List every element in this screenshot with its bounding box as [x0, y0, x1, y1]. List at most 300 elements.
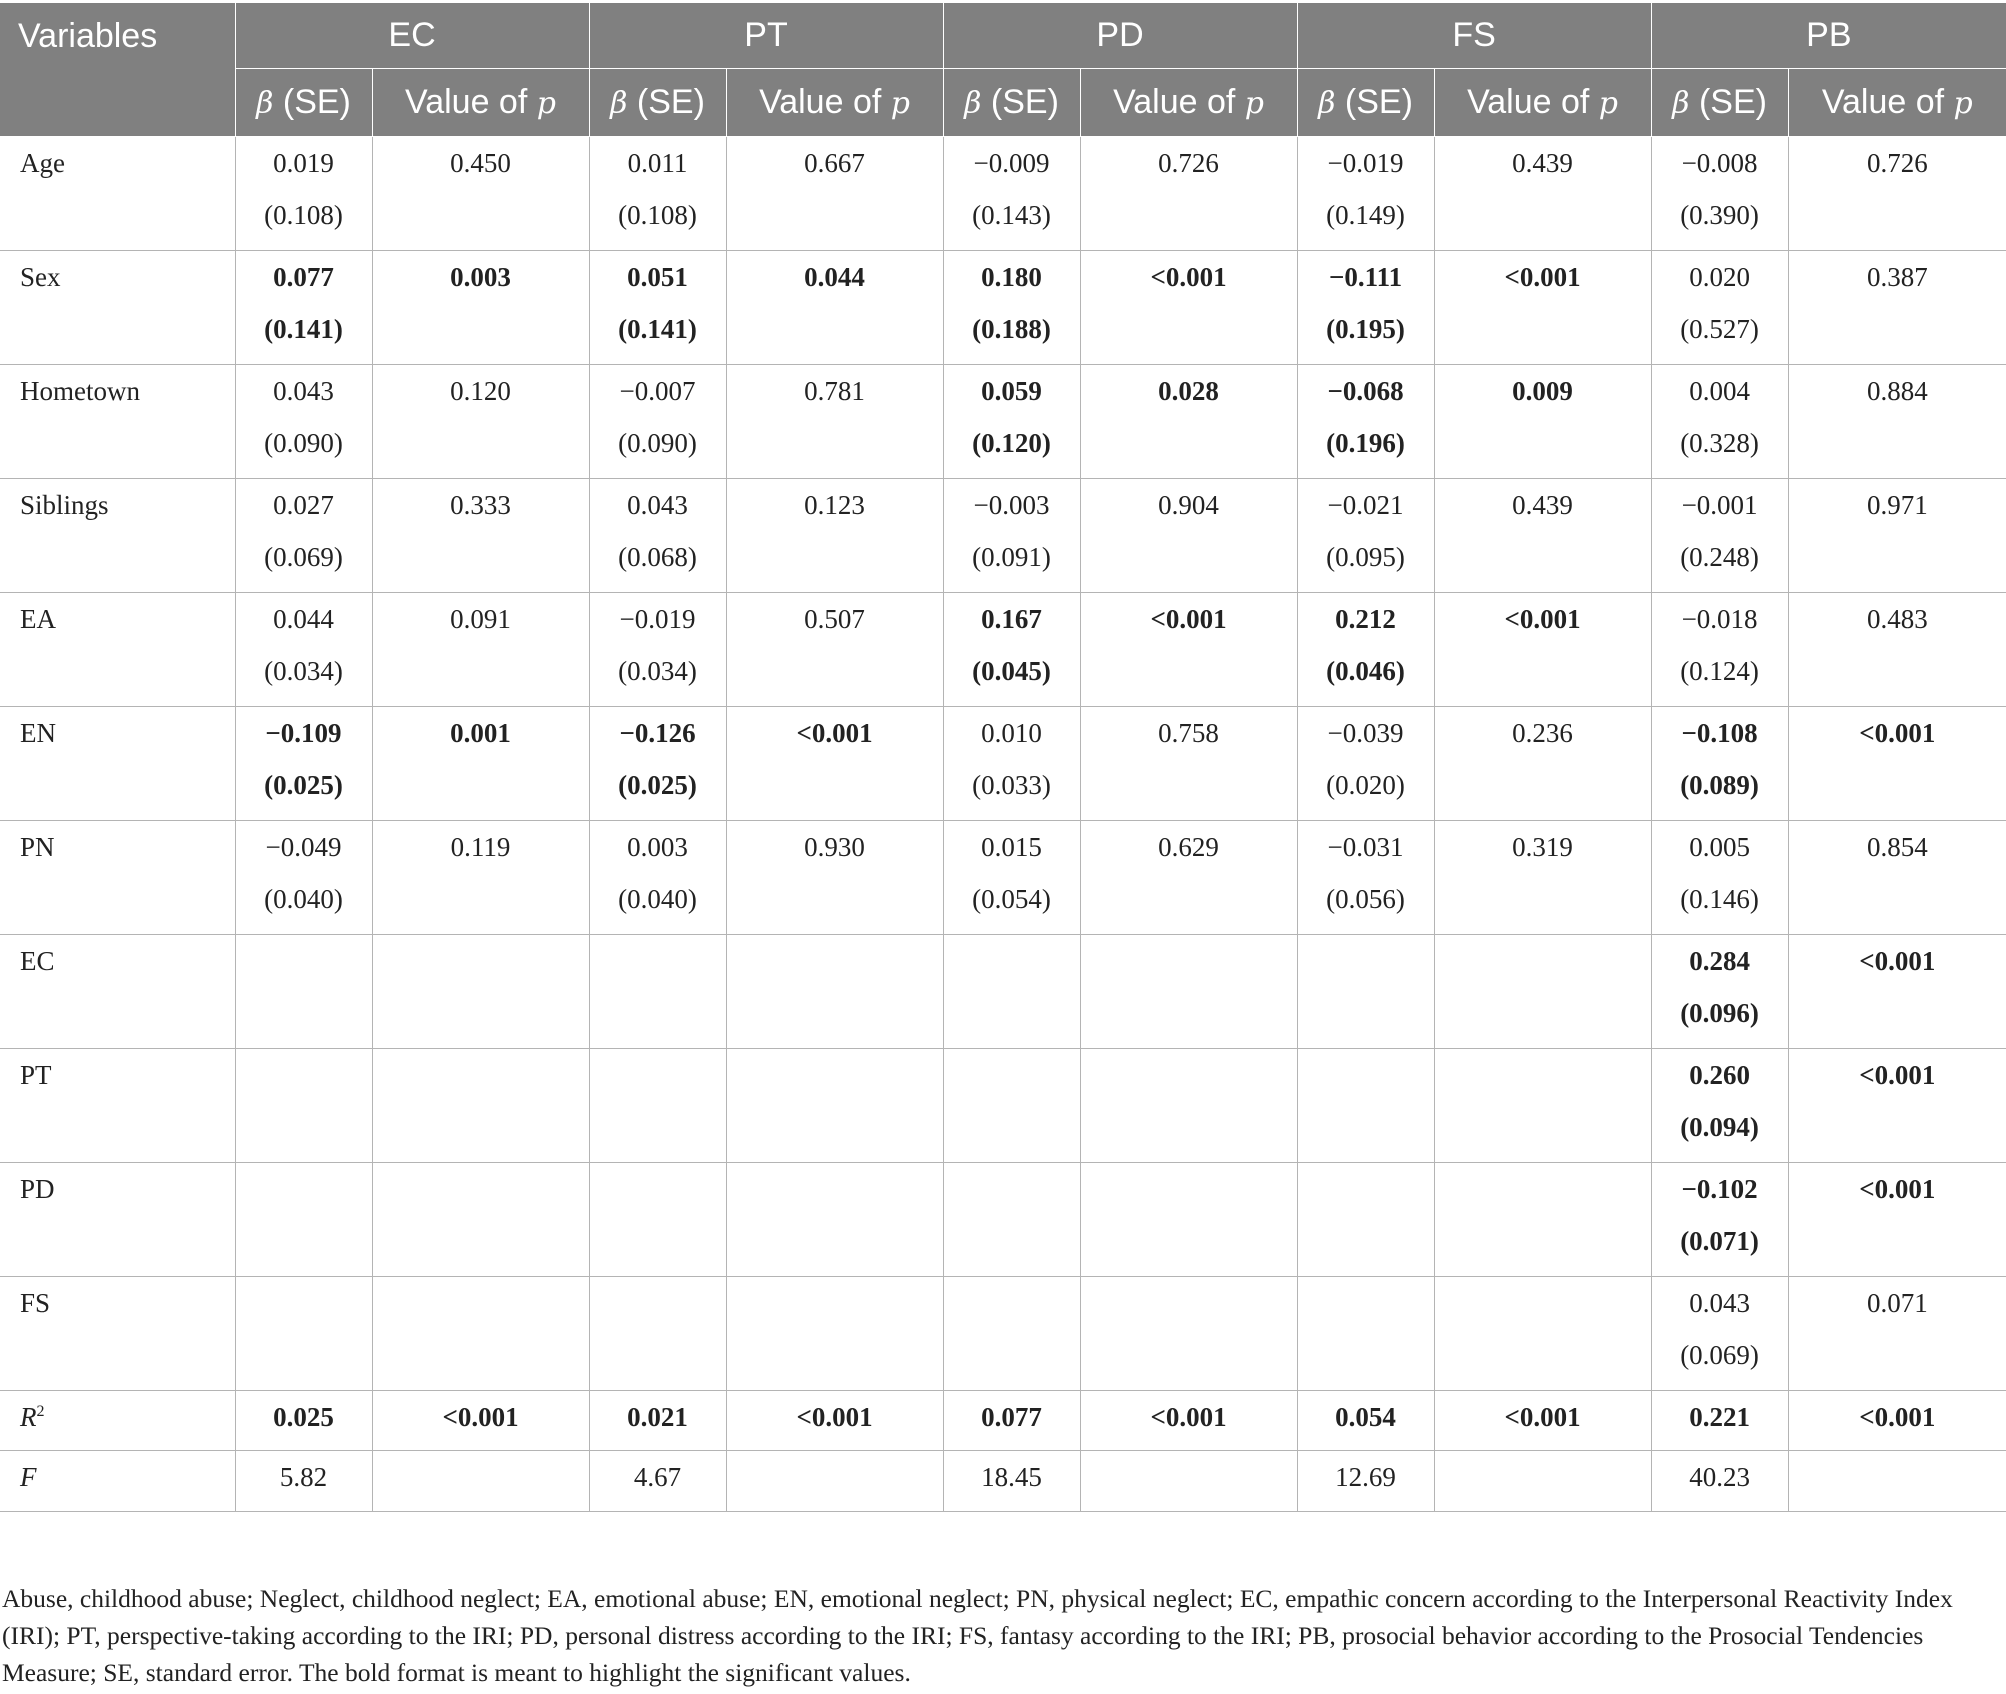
se-value: (0.188): [972, 314, 1051, 344]
beta-value: 0.059: [981, 376, 1042, 406]
se-value: (0.196): [1326, 428, 1405, 458]
r-squared-value-cell: [589, 1391, 726, 1451]
beta-value: −0.039: [1327, 718, 1404, 748]
p-value: 0.726: [1866, 148, 1928, 178]
p-value-cell: [1434, 707, 1651, 821]
p-value-cell: [1434, 1277, 1651, 1391]
beta-value: −0.049: [265, 832, 342, 862]
p-value-cell: [1080, 365, 1297, 479]
p-value: 0.120: [450, 376, 511, 406]
header-group-ec: EC: [235, 3, 589, 69]
r-squared-p-cell: [1434, 1391, 1651, 1451]
beta-se-cell: [1651, 479, 1788, 593]
p-value-cell: [1080, 593, 1297, 707]
p-value-cell: [1788, 935, 2006, 1049]
beta-se-cell: [589, 479, 726, 593]
beta-se-cell: [1297, 1163, 1434, 1277]
se-value: (0.120): [972, 428, 1051, 458]
p-value-cell: [1080, 707, 1297, 821]
header-value-p-fs: [1434, 69, 1651, 137]
se-label: (SE): [1335, 83, 1413, 121]
beta-value: −0.019: [1327, 148, 1404, 178]
beta-value: −0.009: [973, 148, 1050, 178]
se-label: (SE): [981, 83, 1059, 121]
header-group-pd: PD: [943, 3, 1297, 69]
se-label: (SE): [1689, 83, 1767, 121]
p-value-cell: [1788, 365, 2006, 479]
beta-se-cell: [235, 137, 372, 251]
beta-se-cell: [235, 935, 372, 1049]
r-squared-value: 0.021: [627, 1402, 688, 1432]
beta-symbol: β: [1672, 86, 1690, 121]
beta-se-cell: [943, 479, 1080, 593]
table-footnote: Abuse, childhood abuse; Neglect, childhood neglect; EA, emotional abuse; EN, emotional neglect; PN, physical neglect; EC, empathic concern according to the Interpersonal Reactivity Index (IRI); PT, perspective-taking according to the IRI; PD, personal distress according to the IRI; FS, fantasy according to the IRI; PB, prosocial behavior according to the Prosocial Tendencies Measure; SE, standard error. The bold format is meant to highlight the significant values.: [2, 1584, 1953, 1687]
se-value: (0.069): [1680, 1340, 1759, 1370]
p-value: 0.439: [1512, 148, 1573, 178]
r-squared-p-value: <0.001: [1859, 1402, 1936, 1432]
se-value: (0.034): [618, 656, 697, 686]
beta-symbol: β: [256, 86, 274, 121]
se-value: (0.025): [264, 770, 343, 800]
beta-se-cell: [235, 479, 372, 593]
f-value: 40.23: [1689, 1462, 1750, 1492]
p-value-cell: [1080, 935, 1297, 1049]
p-value: 0.028: [1158, 376, 1219, 406]
p-value: <0.001: [1504, 604, 1581, 634]
se-value: (0.091): [972, 542, 1051, 572]
beta-value: −0.068: [1327, 376, 1404, 406]
header-group-pt: PT: [589, 3, 943, 69]
p-value-cell: [1434, 935, 1651, 1049]
p-value-cell: [1788, 137, 2006, 251]
beta-value: 0.180: [981, 262, 1042, 292]
r-squared-p-value: <0.001: [796, 1402, 873, 1432]
beta-se-cell: [235, 251, 372, 365]
p-value-cell: [726, 593, 943, 707]
empty-cell: [1788, 1451, 2006, 1512]
f-value-cell: [1297, 1451, 1434, 1512]
beta-value: −0.007: [619, 376, 696, 406]
f-value-cell: [943, 1451, 1080, 1512]
row-label: Sex: [0, 251, 235, 365]
table-row: [0, 251, 2006, 365]
p-value-cell: [1788, 593, 2006, 707]
se-value: (0.034): [264, 656, 343, 686]
r-squared-p-value: <0.001: [442, 1402, 519, 1432]
se-value: (0.090): [618, 428, 697, 458]
beta-se-cell: [1297, 137, 1434, 251]
p-symbol: p: [890, 86, 910, 121]
p-value-cell: [1788, 1049, 2006, 1163]
p-value-cell: [372, 137, 589, 251]
p-value: <0.001: [1150, 604, 1227, 634]
p-value: 0.629: [1158, 832, 1219, 862]
beta-se-cell: [235, 1163, 372, 1277]
beta-se-cell: [589, 137, 726, 251]
beta-se-cell: [943, 137, 1080, 251]
beta-se-cell: [589, 365, 726, 479]
p-value-cell: [372, 821, 589, 935]
p-symbol: p: [1244, 86, 1264, 121]
table-row: [0, 479, 2006, 593]
p-value: 0.236: [1512, 718, 1573, 748]
header-group-fs: FS: [1297, 3, 1651, 69]
beta-value: −0.019: [619, 604, 696, 634]
row-label: EN: [0, 707, 235, 821]
p-value-cell: [1788, 479, 2006, 593]
p-value: 0.726: [1158, 148, 1219, 178]
beta-se-cell: [235, 365, 372, 479]
beta-se-cell: [943, 1277, 1080, 1391]
p-value-cell: [1788, 707, 2006, 821]
table-row: [0, 1049, 2006, 1163]
se-value: (0.094): [1680, 1112, 1759, 1142]
f-value-cell: [1651, 1451, 1788, 1512]
p-value: 0.884: [1866, 376, 1928, 406]
p-value-cell: [726, 1163, 943, 1277]
table-row: [0, 821, 2006, 935]
beta-value: −0.031: [1327, 832, 1404, 862]
beta-se-cell: [589, 593, 726, 707]
beta-value: 0.010: [981, 718, 1042, 748]
value-of-label: Value of: [1113, 83, 1245, 121]
table-row: [0, 1277, 2006, 1391]
row-label: EA: [0, 593, 235, 707]
beta-symbol: β: [610, 86, 628, 121]
beta-value: 0.167: [981, 604, 1042, 634]
p-value-cell: [726, 251, 943, 365]
p-value: 0.904: [1158, 490, 1219, 520]
p-value-cell: [726, 1277, 943, 1391]
beta-symbol: β: [964, 86, 982, 121]
r-squared-value-cell: [235, 1391, 372, 1451]
p-value-cell: [1434, 251, 1651, 365]
beta-se-cell: [943, 1049, 1080, 1163]
se-value: (0.020): [1326, 770, 1405, 800]
se-value: (0.045): [972, 656, 1051, 686]
p-value-cell: [1788, 821, 2006, 935]
value-of-label: Value of: [1467, 83, 1599, 121]
se-value: (0.195): [1326, 314, 1405, 344]
f-value-cell: [589, 1451, 726, 1512]
beta-se-cell: [235, 1277, 372, 1391]
beta-value: −0.108: [1681, 718, 1758, 748]
p-value: 0.971: [1866, 490, 1928, 520]
p-value: 0.758: [1158, 718, 1219, 748]
beta-symbol: β: [1318, 86, 1336, 121]
beta-se-cell: [1297, 1277, 1434, 1391]
p-symbol: p: [536, 86, 556, 121]
f-value: 12.69: [1335, 1462, 1396, 1492]
p-value-cell: [1434, 137, 1651, 251]
p-value-cell: [372, 1277, 589, 1391]
r-squared-value: 0.025: [273, 1402, 334, 1432]
p-value-cell: [1434, 593, 1651, 707]
beta-se-cell: [943, 251, 1080, 365]
row-label: Age: [0, 137, 235, 251]
row-label: Siblings: [0, 479, 235, 593]
table-row: [0, 1163, 2006, 1277]
table-row: [0, 365, 2006, 479]
p-value: 0.483: [1866, 604, 1928, 634]
beta-se-cell: [589, 935, 726, 1049]
p-value-cell: [1434, 479, 1651, 593]
se-value: (0.390): [1680, 200, 1759, 230]
p-value: <0.001: [1150, 262, 1227, 292]
se-value: (0.141): [618, 314, 697, 344]
f-symbol: F: [20, 1462, 37, 1492]
beta-value: 0.051: [627, 262, 688, 292]
beta-value: 0.020: [1689, 262, 1750, 292]
beta-se-cell: [1651, 1049, 1788, 1163]
p-value: 0.781: [804, 376, 865, 406]
beta-se-cell: [1297, 821, 1434, 935]
header-beta-se-pb: [1651, 69, 1788, 137]
p-value: <0.001: [796, 718, 873, 748]
se-value: (0.108): [618, 200, 697, 230]
beta-se-cell: [943, 821, 1080, 935]
table-row: [0, 137, 2006, 251]
beta-se-cell: [1651, 251, 1788, 365]
beta-se-cell: [943, 1163, 1080, 1277]
p-value: <0.001: [1859, 718, 1936, 748]
value-of-label: Value of: [759, 83, 891, 121]
beta-value: −0.021: [1327, 490, 1404, 520]
r-squared-p-value: <0.001: [1504, 1402, 1581, 1432]
beta-se-cell: [1651, 707, 1788, 821]
p-value-cell: [1788, 1277, 2006, 1391]
p-value-cell: [372, 479, 589, 593]
p-value: <0.001: [1859, 1060, 1936, 1090]
beta-se-cell: [1651, 137, 1788, 251]
header-beta-se-pt: [589, 69, 726, 137]
value-of-label: Value of: [1821, 83, 1954, 121]
se-value: (0.146): [1680, 884, 1759, 914]
f-statistic-row: [0, 1451, 2006, 1512]
beta-se-cell: [1297, 935, 1434, 1049]
beta-value: 0.077: [273, 262, 334, 292]
empty-cell: [1080, 1451, 1297, 1512]
p-value-cell: [1080, 251, 1297, 365]
beta-value: 0.043: [627, 490, 688, 520]
r-squared-value-cell: [943, 1391, 1080, 1451]
p-value: 0.071: [1866, 1288, 1928, 1318]
beta-se-cell: [235, 707, 372, 821]
p-value-cell: [1080, 479, 1297, 593]
p-value: 0.003: [450, 262, 511, 292]
header-value-p-pt: [726, 69, 943, 137]
p-value-cell: [372, 251, 589, 365]
se-value: (0.033): [972, 770, 1051, 800]
p-value: 0.091: [450, 604, 511, 634]
p-value: <0.001: [1859, 1174, 1936, 1204]
p-value-cell: [372, 365, 589, 479]
se-value: (0.069): [264, 542, 343, 572]
r-squared-p-cell: [726, 1391, 943, 1451]
se-value: (0.095): [1326, 542, 1405, 572]
row-label: Hometown: [0, 365, 235, 479]
f-value-cell: [235, 1451, 372, 1512]
p-value-cell: [1080, 1049, 1297, 1163]
p-value-cell: [1080, 1277, 1297, 1391]
se-value: (0.046): [1326, 656, 1405, 686]
r-superscript: 2: [36, 1403, 45, 1420]
beta-value: 0.015: [981, 832, 1042, 862]
beta-se-cell: [1651, 593, 1788, 707]
empty-cell: [1434, 1451, 1651, 1512]
table-row: [0, 707, 2006, 821]
p-value-cell: [372, 1049, 589, 1163]
row-label: PT: [0, 1049, 235, 1163]
p-value: <0.001: [1859, 946, 1936, 976]
r-squared-row: [0, 1391, 2006, 1451]
table-header: [0, 3, 2006, 137]
beta-se-cell: [235, 821, 372, 935]
header-beta-se-pd: [943, 69, 1080, 137]
p-value: 0.507: [804, 604, 865, 634]
regression-table: [0, 3, 2006, 1512]
regression-table-container: [0, 3, 2006, 1512]
header-value-p-ec: [372, 69, 589, 137]
row-label: FS: [0, 1277, 235, 1391]
beta-value: −0.018: [1681, 604, 1758, 634]
se-label: (SE): [273, 83, 351, 121]
r-squared-value-cell: [1651, 1391, 1788, 1451]
p-value: 0.123: [804, 490, 865, 520]
beta-value: 0.011: [627, 148, 688, 178]
se-value: (0.149): [1326, 200, 1405, 230]
r-squared-value-cell: [1297, 1391, 1434, 1451]
r-squared-p-cell: [372, 1391, 589, 1451]
beta-value: 0.284: [1689, 946, 1750, 976]
p-value-cell: [726, 479, 943, 593]
se-value: (0.040): [264, 884, 343, 914]
p-value: 0.333: [450, 490, 511, 520]
se-value: (0.248): [1680, 542, 1759, 572]
p-value-cell: [372, 593, 589, 707]
f-value: 5.82: [279, 1462, 328, 1492]
r-squared-p-cell: [1788, 1391, 2006, 1451]
beta-se-cell: [589, 707, 726, 821]
se-value: (0.056): [1326, 884, 1405, 914]
beta-se-cell: [1651, 821, 1788, 935]
r-squared-value: 0.221: [1689, 1402, 1750, 1432]
se-value: (0.054): [972, 884, 1051, 914]
beta-se-cell: [1297, 365, 1434, 479]
f-value: 18.45: [981, 1462, 1042, 1492]
se-value: (0.141): [264, 314, 343, 344]
beta-value: −0.109: [265, 718, 342, 748]
p-value: <0.001: [1504, 262, 1581, 292]
beta-se-cell: [589, 1049, 726, 1163]
p-value-cell: [372, 1163, 589, 1277]
p-value-cell: [1434, 1049, 1651, 1163]
header-value-p-pd: [1080, 69, 1297, 137]
p-value: 0.001: [450, 718, 511, 748]
header-group-pb: PB: [1651, 3, 2006, 69]
table-row: [0, 593, 2006, 707]
beta-value: −0.003: [973, 490, 1050, 520]
se-label: (SE): [627, 83, 705, 121]
r-squared-label: [0, 1391, 235, 1451]
se-value: (0.040): [618, 884, 697, 914]
beta-se-cell: [1297, 479, 1434, 593]
beta-se-cell: [235, 593, 372, 707]
header-sub-row: [0, 69, 2006, 137]
se-value: (0.025): [618, 770, 697, 800]
p-value-cell: [1080, 137, 1297, 251]
p-value: 0.930: [804, 832, 865, 862]
beta-se-cell: [1297, 593, 1434, 707]
f-label: [0, 1451, 235, 1512]
header-value-p-pb: [1788, 69, 2006, 137]
beta-value: −0.126: [619, 718, 696, 748]
p-value: 0.439: [1512, 490, 1573, 520]
beta-se-cell: [943, 935, 1080, 1049]
row-label: PN: [0, 821, 235, 935]
p-value-cell: [1788, 251, 2006, 365]
header-beta-se-ec: [235, 69, 372, 137]
p-value-cell: [726, 1049, 943, 1163]
beta-value: 0.005: [1689, 832, 1750, 862]
p-value-cell: [372, 707, 589, 821]
f-value: 4.67: [633, 1462, 682, 1492]
p-value: 0.387: [1866, 262, 1928, 292]
p-value-cell: [726, 935, 943, 1049]
beta-se-cell: [1297, 707, 1434, 821]
beta-value: −0.111: [1328, 262, 1403, 292]
value-of-label: Value of: [405, 83, 537, 121]
p-value-cell: [726, 821, 943, 935]
p-value-cell: [1080, 821, 1297, 935]
p-value-cell: [726, 137, 943, 251]
se-value: (0.089): [1680, 770, 1759, 800]
p-symbol: p: [1598, 86, 1618, 121]
beta-se-cell: [1651, 935, 1788, 1049]
p-value-cell: [726, 365, 943, 479]
beta-se-cell: [589, 1277, 726, 1391]
beta-value: 0.260: [1689, 1060, 1750, 1090]
beta-value: −0.008: [1681, 148, 1758, 178]
row-label: PD: [0, 1163, 235, 1277]
table-row: [0, 935, 2006, 1049]
p-value: 0.044: [804, 262, 865, 292]
beta-value: 0.212: [1335, 604, 1396, 634]
beta-se-cell: [1651, 1163, 1788, 1277]
se-value: (0.068): [618, 542, 697, 572]
p-value: 0.450: [450, 148, 511, 178]
p-value-cell: [1434, 1163, 1651, 1277]
p-value-cell: [1434, 365, 1651, 479]
r-symbol: R: [20, 1402, 37, 1432]
p-value: 0.119: [450, 832, 511, 862]
row-label: EC: [0, 935, 235, 1049]
p-value-cell: [1788, 1163, 2006, 1277]
se-value: (0.143): [972, 200, 1051, 230]
empty-cell: [372, 1451, 589, 1512]
beta-value: 0.044: [273, 604, 334, 634]
beta-se-cell: [1297, 251, 1434, 365]
empty-cell: [726, 1451, 943, 1512]
se-value: (0.090): [264, 428, 343, 458]
beta-se-cell: [589, 821, 726, 935]
beta-value: 0.004: [1689, 376, 1750, 406]
beta-value: 0.019: [273, 148, 334, 178]
r-squared-value: 0.054: [1335, 1402, 1396, 1432]
beta-se-cell: [943, 593, 1080, 707]
se-value: (0.096): [1680, 998, 1759, 1028]
beta-se-cell: [1297, 1049, 1434, 1163]
